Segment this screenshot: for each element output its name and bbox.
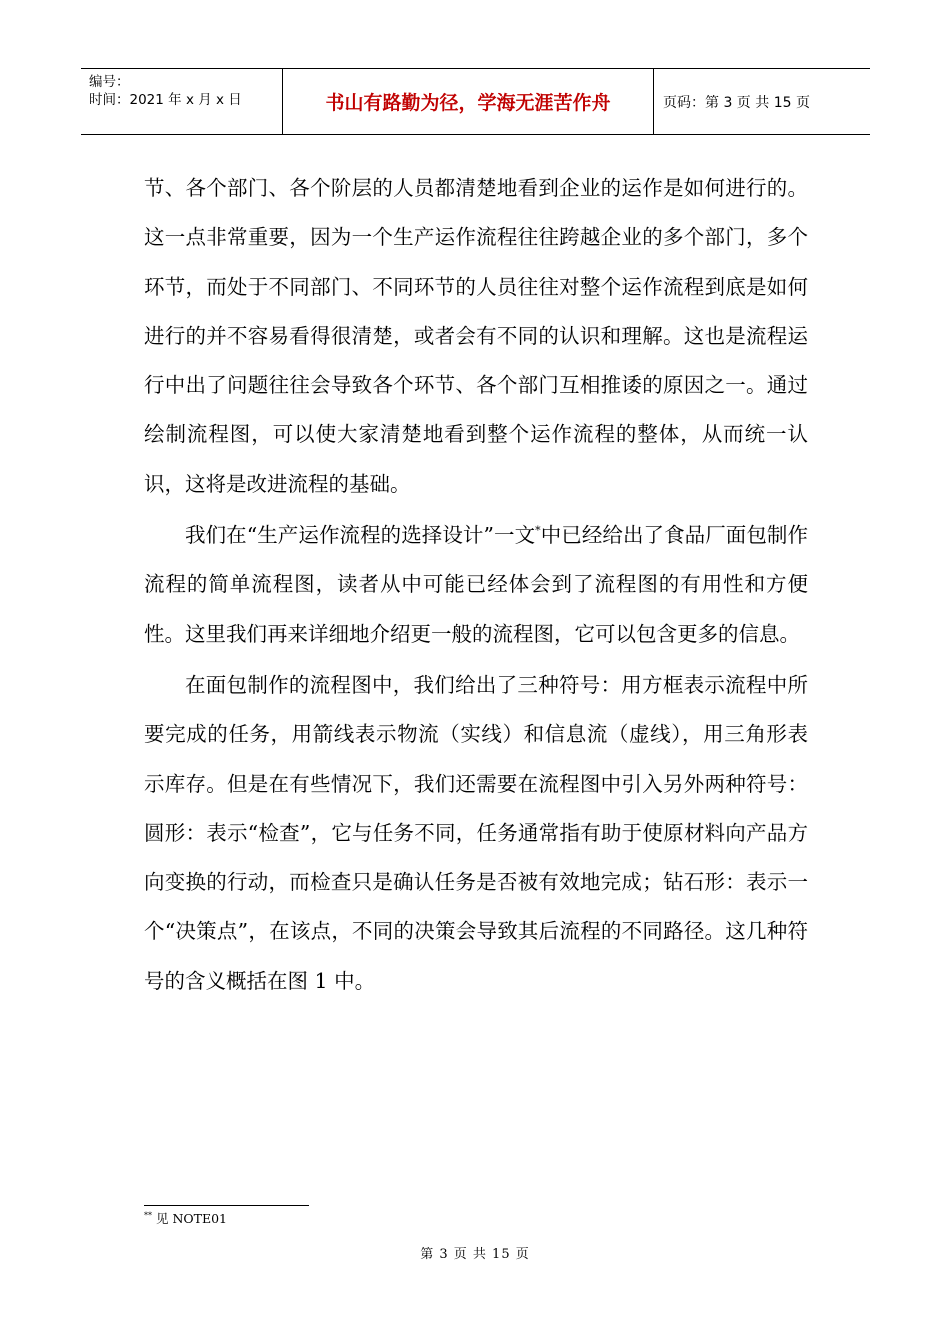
footnote-reference-mark: * — [535, 524, 541, 538]
document-header — [81, 68, 870, 135]
paragraph-text-before-mark: 我们在“生产运作流程的选择设计”一文 — [185, 523, 536, 548]
serial-number-label: 编号： — [89, 74, 130, 90]
header-motto-cell — [283, 69, 654, 134]
footnote — [144, 1211, 227, 1227]
paragraph: 在面包制作的流程图中，我们给出了三种符号：用方框表示流程中所要完成的任务，用箭线表示物流（实线）和信息流（虚线），用三角形表示库存。但是在有些情况下，我们还需要在流程图中引入另外两种符号：圆形：表示“检查”，它与任务不同，任务通常指有助于使原材料向产品方向变换的行动，而检查只是确认任务是否被有效地完成；钻石形：表示一个“决策点”，在该点，不同的决策会导致其后流程的不同路径。这几种符号的含义概括在图 1 中。 — [144, 672, 808, 993]
page-footer: 第 3 页 共 15 页 — [420, 1247, 530, 1262]
footnote-mark: ** — [144, 1210, 152, 1220]
footnote-text: 见 NOTE01 — [155, 1211, 228, 1226]
paragraph — [144, 511, 808, 659]
date-label: 时间：2021 年 x 月 x 日 — [89, 92, 242, 108]
paragraph-text-after-mark: 中已经给出了食品厂面包制作流程的简单流程图，读者从中可能已经体会到了流程图的有用性和方便性。这里我们再来详细地介绍更一般的流程图，它可以包含更多的信息。 — [144, 523, 808, 646]
header-page-cell — [654, 69, 870, 134]
motto-text: 书山有路勤为径，学海无涯苦作舟 — [325, 92, 611, 114]
header-meta-cell — [81, 69, 283, 134]
footnote-divider — [144, 1205, 309, 1206]
paragraph: 节、各个部门、各个阶层的人员都清楚地看到企业的运作是如何进行的。这一点非常重要，因为一个生产运作流程往往跨越企业的多个部门，多个环节，而处于不同部门、不同环节的人员往往对整个运作流程到底是如何进行的并不容易看得很清楚，或者会有不同的认识和理解。这也是流程运行中出了问题往往会导致各个环节、各个部门互相推诿的原因之一。通过绘制流程图，可以使大家清楚地看到整个运作流程的整体，从而统一认识，这将是改进流程的基础。 — [144, 176, 808, 496]
body-text — [144, 164, 808, 1006]
page-info: 页码：第 3 页 共 15 页 — [663, 94, 810, 111]
